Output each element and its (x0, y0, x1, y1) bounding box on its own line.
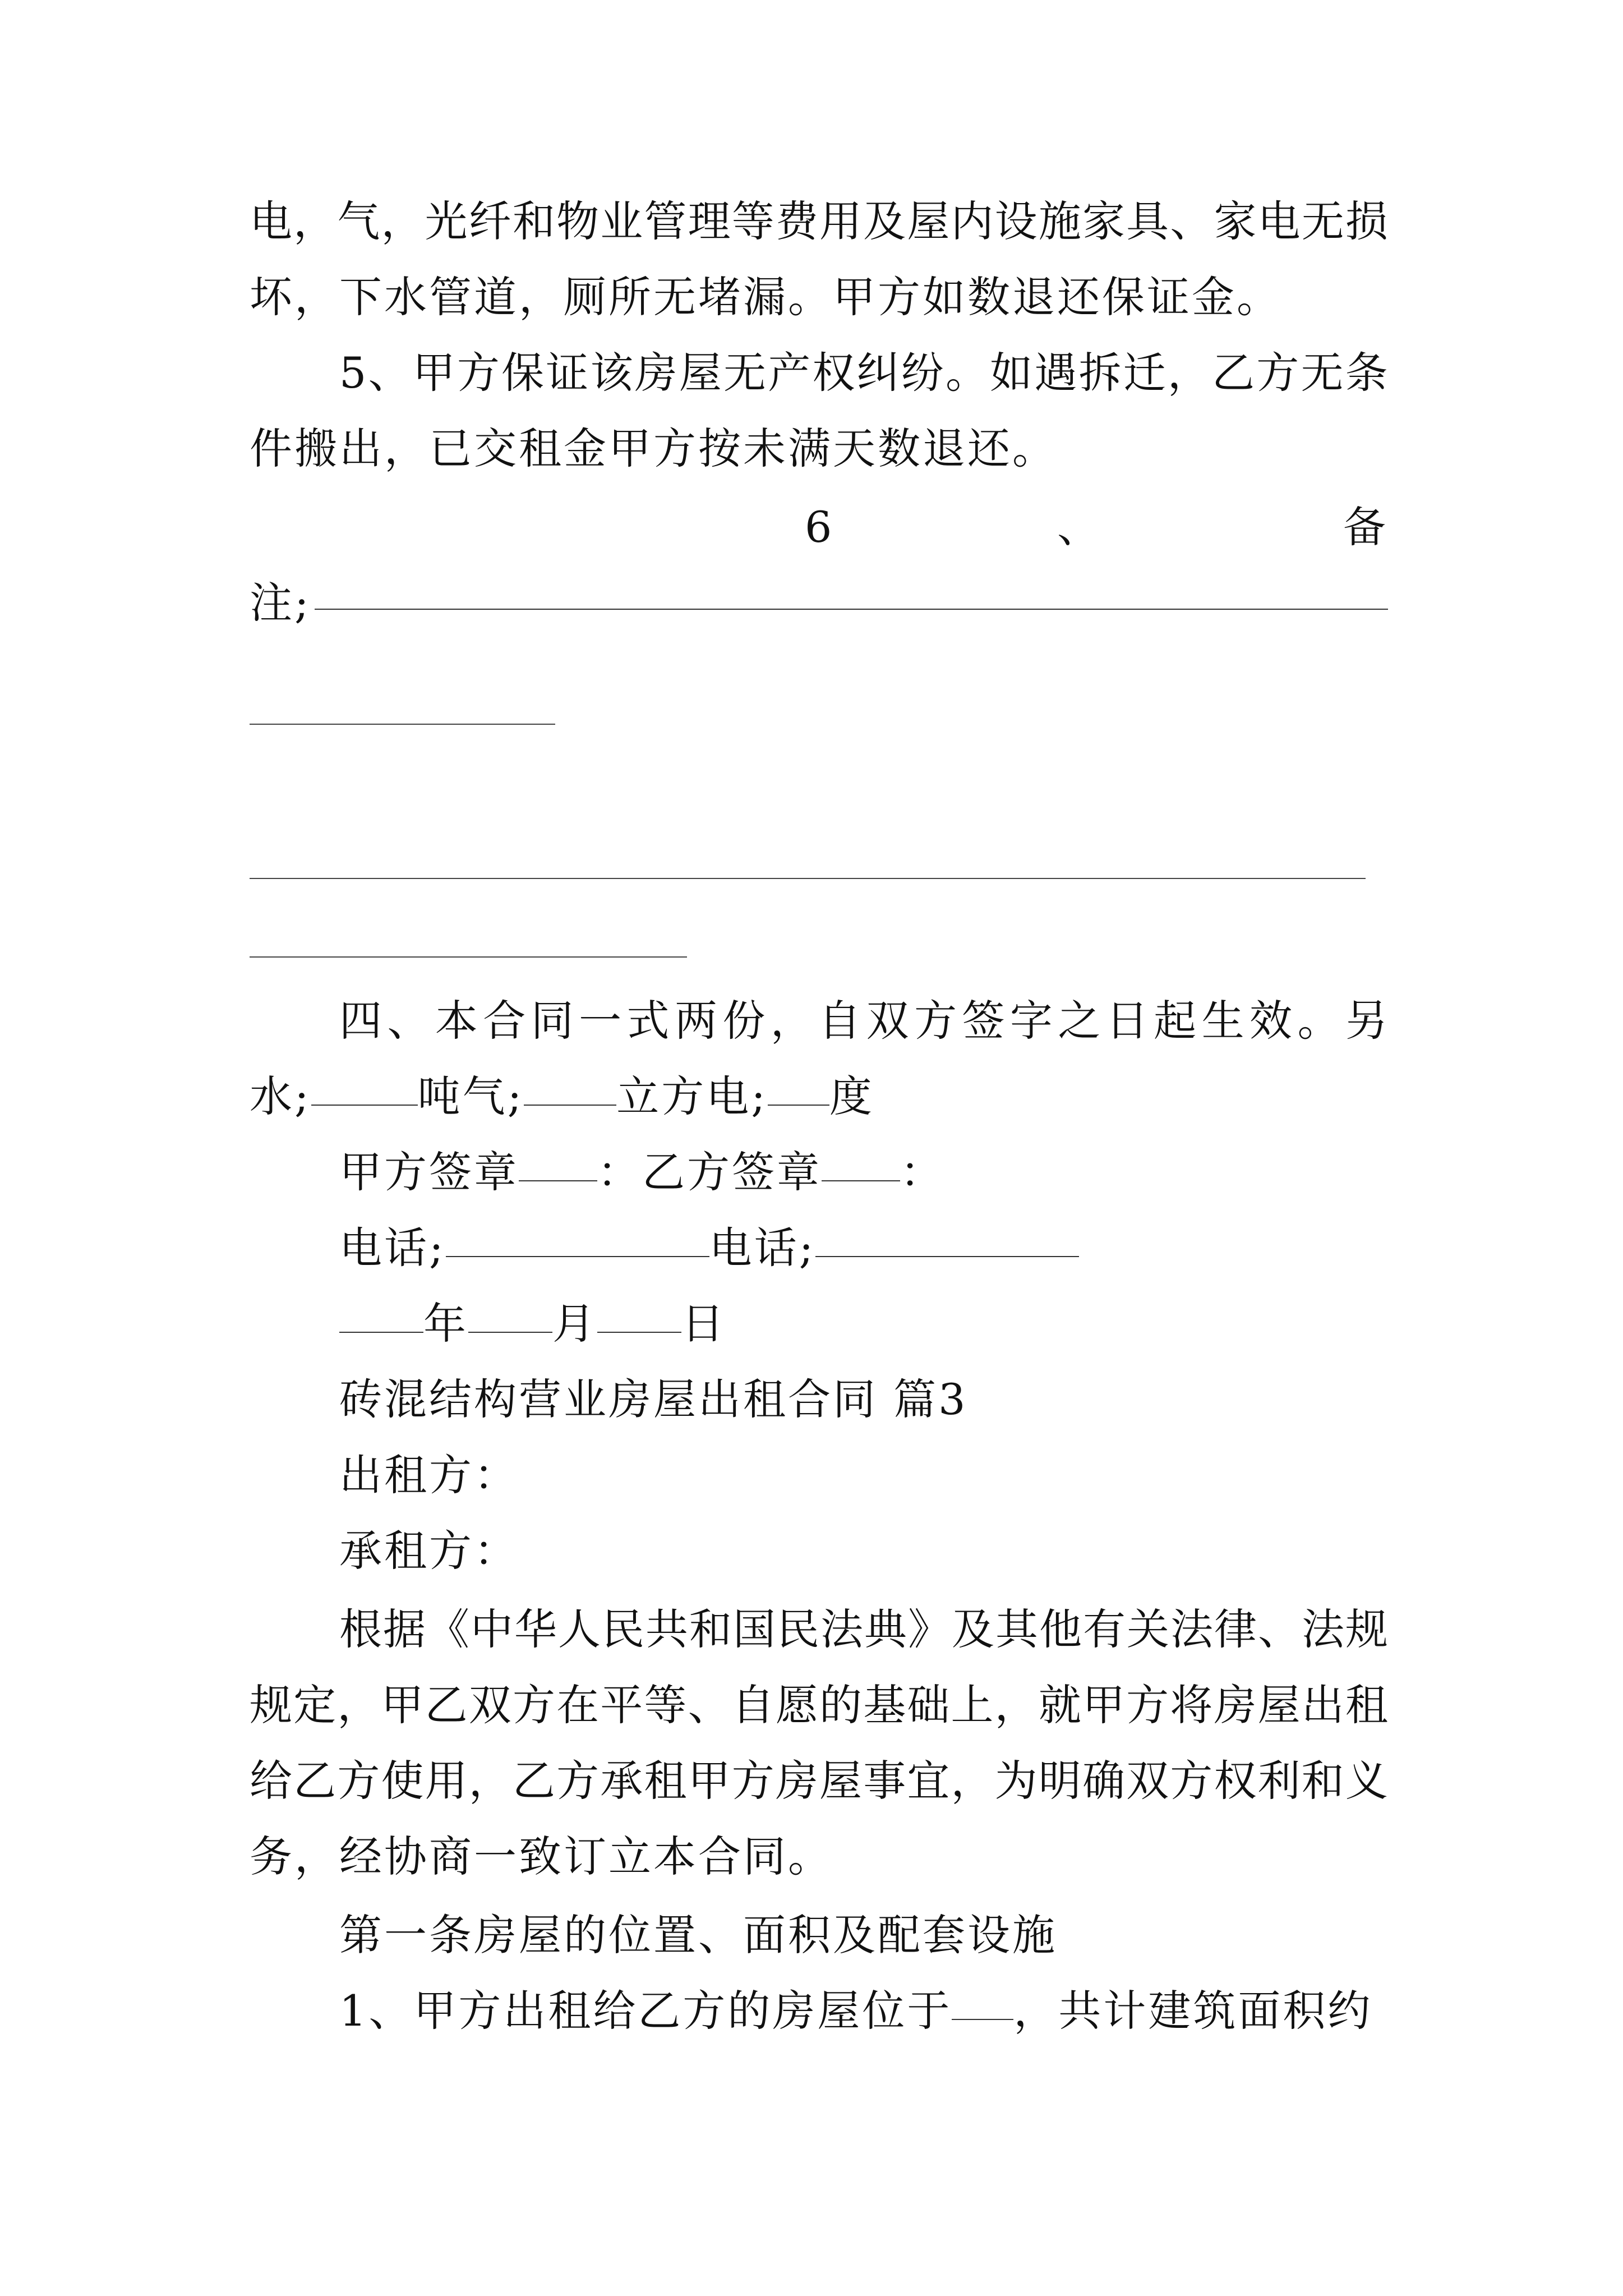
char: 方 (914, 996, 957, 1046)
char: 乙 (512, 1756, 555, 1806)
char: 纠 (856, 348, 900, 398)
electric-label: 立方电; (616, 1071, 768, 1121)
water-label: 水; (250, 1071, 311, 1121)
char: 、 (688, 1680, 731, 1730)
remarks-blank-rule-3 (250, 878, 1366, 879)
char: 及 (952, 1604, 994, 1654)
char: 基 (863, 1680, 906, 1730)
char: 屋 (907, 196, 950, 246)
char: 费 (775, 196, 818, 246)
char: 权 (812, 348, 855, 398)
char: 义 (1345, 1756, 1388, 1806)
char: 日 (1105, 996, 1149, 1046)
char: 确 (1082, 1756, 1125, 1806)
date-line (339, 1296, 1388, 1352)
text-line-19: 第一条房屋的位置、面积及配套设施 (339, 1910, 1057, 1960)
char: 具 (1126, 196, 1169, 246)
month-blank (468, 1331, 552, 1333)
char: 人 (558, 1604, 601, 1654)
char: 管 (644, 196, 687, 246)
char: 出 (1301, 1680, 1344, 1730)
char: 关 (1127, 1604, 1169, 1654)
char: 法 (820, 1604, 863, 1654)
char: 遇 (1034, 348, 1077, 398)
char: 式 (626, 996, 670, 1046)
char: 理 (688, 196, 731, 246)
remarks-heading-line (250, 499, 1388, 555)
char: 如 (990, 348, 1033, 398)
char: 之 (1058, 996, 1101, 1046)
remarks-blank-rule (315, 609, 1388, 610)
char: 有 (1083, 1604, 1126, 1654)
char: 事 (863, 1756, 906, 1806)
paragraph-line-18 (250, 1829, 1388, 1885)
char: 屋 (679, 348, 722, 398)
remarks-blank-rule-4 (250, 956, 687, 958)
char: 等 (644, 1680, 687, 1730)
gas-blank (524, 1104, 616, 1106)
char: 同 (531, 996, 574, 1046)
text-line-13: 出租方： (339, 1450, 519, 1500)
remarks-char-1: 备 (1343, 502, 1388, 552)
char: 甲 (1082, 1680, 1125, 1730)
char: 自 (731, 1680, 774, 1730)
char: ， (337, 1680, 380, 1730)
char: 及 (863, 196, 906, 246)
party-a-phone-label: 电话; (339, 1223, 446, 1273)
char: 家 (1214, 196, 1257, 246)
char: 效 (1249, 996, 1293, 1046)
char: 该 (590, 348, 633, 398)
char: 华 (514, 1604, 557, 1654)
sign-colon: ： (900, 1147, 945, 1197)
char: 他 (1039, 1604, 1082, 1654)
char: 施 (1038, 196, 1081, 246)
char: 上 (951, 1680, 994, 1730)
char: 规 (250, 1680, 292, 1730)
day-label: 日 (681, 1299, 726, 1349)
char: 业 (600, 196, 643, 246)
char: ， (994, 1680, 1038, 1730)
char: 租 (1345, 1680, 1388, 1730)
text-line-20b: ，共计建筑面积约 (1013, 1986, 1373, 2036)
char: 利 (1257, 1756, 1301, 1806)
char: 定 (293, 1680, 336, 1730)
char: 条 (1345, 348, 1388, 398)
char: 方 (1126, 1680, 1169, 1730)
char: 的 (819, 1680, 863, 1730)
char: 将 (1170, 1680, 1213, 1730)
signature-line (339, 1144, 1388, 1200)
char: 中 (471, 1604, 513, 1654)
char: 两 (674, 996, 717, 1046)
char: ， (770, 996, 813, 1046)
char: 《 (427, 1604, 469, 1654)
char: 光 (425, 196, 468, 246)
char: 纷 (901, 348, 944, 398)
char: 》 (908, 1604, 951, 1654)
char: 电 (250, 196, 292, 246)
char: 方 (337, 1756, 380, 1806)
char: 屋 (819, 1756, 863, 1806)
party-a-phone-blank (446, 1255, 709, 1257)
electric-blank (768, 1104, 829, 1106)
char: 生 (1201, 996, 1244, 1046)
char: 签 (962, 996, 1005, 1046)
lessee-line (339, 1523, 1388, 1579)
section-title (339, 1372, 1388, 1428)
char: 一 (579, 996, 622, 1046)
party-a-sign-label: 甲方签章 (339, 1147, 519, 1197)
char: 给 (250, 1756, 292, 1806)
char: 为 (994, 1756, 1038, 1806)
char: 房 (634, 348, 677, 398)
year-label: 年 (423, 1299, 468, 1349)
char: ， (468, 1756, 511, 1806)
char: 方 (512, 1680, 555, 1730)
utilities-line (250, 1069, 1388, 1125)
char: 在 (556, 1680, 600, 1730)
text-line-18: 务，经协商一致订立本合同。 (250, 1832, 833, 1881)
char: 方 (1256, 348, 1299, 398)
char: 自 (818, 996, 861, 1046)
char: 方 (556, 1756, 600, 1806)
char: 四 (339, 996, 382, 1046)
char: 和 (1301, 1756, 1344, 1806)
month-label: 月 (552, 1299, 597, 1349)
char: 5 (339, 348, 367, 398)
paragraph-line-17 (250, 1753, 1388, 1809)
year-blank (339, 1331, 423, 1333)
char: 双 (1126, 1756, 1169, 1806)
lessor-line (339, 1447, 1388, 1503)
char: 规 (1345, 1604, 1388, 1654)
char: 、 (387, 996, 430, 1046)
char: 民 (602, 1604, 644, 1654)
char: 和 (689, 1604, 732, 1654)
char: 等 (731, 196, 774, 246)
char: 损 (1345, 196, 1388, 246)
paragraph-line-16 (250, 1677, 1388, 1733)
article-heading (339, 1907, 1388, 1963)
char: 法 (1302, 1604, 1344, 1654)
char: 拆 (1078, 348, 1122, 398)
char: 合 (483, 996, 526, 1046)
phone-line (339, 1220, 1388, 1276)
remarks-fill-line (250, 575, 1388, 631)
paragraph-line-3 (339, 345, 1388, 401)
party-b-sign-blank (822, 1180, 900, 1181)
paragraph-line-20 (339, 1983, 1388, 2039)
char: 产 (768, 348, 811, 398)
day-blank (597, 1331, 681, 1333)
char: 保 (501, 348, 545, 398)
char: 字 (1009, 996, 1053, 1046)
char: 电 (1257, 196, 1301, 246)
char: ， (293, 196, 336, 246)
water-blank (311, 1104, 418, 1106)
char: 承 (600, 1756, 643, 1806)
char: 用 (819, 196, 863, 246)
char: 、 (368, 348, 411, 398)
char: 用 (425, 1756, 468, 1806)
text-line-20a: 1、甲方出租给乙方的房屋位于 (339, 1986, 952, 2036)
char: 础 (907, 1680, 950, 1730)
char: 、 (1258, 1604, 1301, 1654)
text-line-4: 件搬出，已交租金甲方按未满天数退还。 (250, 424, 1057, 473)
char: 宜 (907, 1756, 950, 1806)
paragraph-line-7 (339, 993, 1388, 1049)
char: 甲 (688, 1756, 731, 1806)
char: 迁 (1123, 348, 1166, 398)
char: 物 (556, 196, 600, 246)
char: 愿 (775, 1680, 818, 1730)
char: 共 (645, 1604, 688, 1654)
char: 和 (512, 196, 555, 246)
char: 平 (600, 1680, 643, 1730)
char: 根 (339, 1604, 382, 1654)
char: 使 (381, 1756, 424, 1806)
text-line-14: 承租方： (339, 1526, 519, 1576)
char: 权 (1214, 1756, 1257, 1806)
char: 就 (1038, 1680, 1081, 1730)
char: 设 (994, 196, 1038, 246)
paragraph-line-1 (250, 194, 1388, 250)
paragraph-line-2 (250, 269, 1388, 325)
char: 方 (731, 1756, 774, 1806)
char: 份 (722, 996, 766, 1046)
char: 起 (1154, 996, 1197, 1046)
char: 无 (723, 348, 767, 398)
char: 法 (1170, 1604, 1213, 1654)
char: 纤 (468, 196, 511, 246)
char: 甲 (381, 1680, 424, 1730)
char: 家 (1082, 196, 1125, 246)
char: 无 (1301, 196, 1344, 246)
char: 、 (1170, 196, 1213, 246)
party-b-sign-label: ：乙方签章 (597, 1147, 822, 1197)
char: 另 (1345, 996, 1388, 1046)
location-blank (952, 2018, 1013, 2020)
remarks-label: 注; (250, 578, 311, 628)
char: 据 (383, 1604, 426, 1654)
char: 房 (775, 1756, 818, 1806)
char: 乙 (1212, 348, 1255, 398)
char: 房 (1214, 1680, 1257, 1730)
char: 民 (777, 1604, 819, 1654)
degree-label: 度 (829, 1071, 874, 1121)
char: 内 (951, 196, 994, 246)
char: 甲 (412, 348, 455, 398)
paragraph-line-15 (339, 1602, 1388, 1658)
char: 气 (337, 196, 380, 246)
paragraph-line-4 (250, 421, 1388, 477)
char: 。 (1297, 996, 1340, 1046)
char: 本 (435, 996, 478, 1046)
remarks-number: 6 (805, 502, 834, 552)
char: 其 (995, 1604, 1038, 1654)
char: 方 (457, 348, 500, 398)
party-b-phone-label: 电话; (709, 1223, 816, 1273)
char: ， (1167, 348, 1210, 398)
char: 乙 (293, 1756, 336, 1806)
char: 租 (644, 1756, 687, 1806)
char: ， (381, 196, 424, 246)
text-line-2: 坏，下水管道，厕所无堵漏。甲方如数退还保证金。 (250, 272, 1281, 322)
char: 典 (864, 1604, 907, 1654)
party-b-phone-blank (815, 1255, 1079, 1257)
char: ， (951, 1756, 994, 1806)
remarks-separator: 、 (1057, 502, 1102, 552)
char: 国 (733, 1604, 776, 1654)
char: 律 (1214, 1604, 1257, 1654)
gas-label: 吨气; (417, 1071, 524, 1121)
char: 双 (468, 1680, 511, 1730)
char: 屋 (1257, 1680, 1301, 1730)
char: 无 (1301, 348, 1344, 398)
party-a-sign-blank (519, 1180, 597, 1181)
char: 。 (945, 348, 988, 398)
char: 证 (546, 348, 589, 398)
char: 明 (1038, 1756, 1081, 1806)
char: 方 (1170, 1756, 1213, 1806)
remarks-blank-rule-2 (250, 724, 555, 725)
char: 乙 (425, 1680, 468, 1730)
text-line-12: 砖混结构营业房屋出租合同 篇3 (339, 1374, 968, 1424)
char: 双 (866, 996, 909, 1046)
